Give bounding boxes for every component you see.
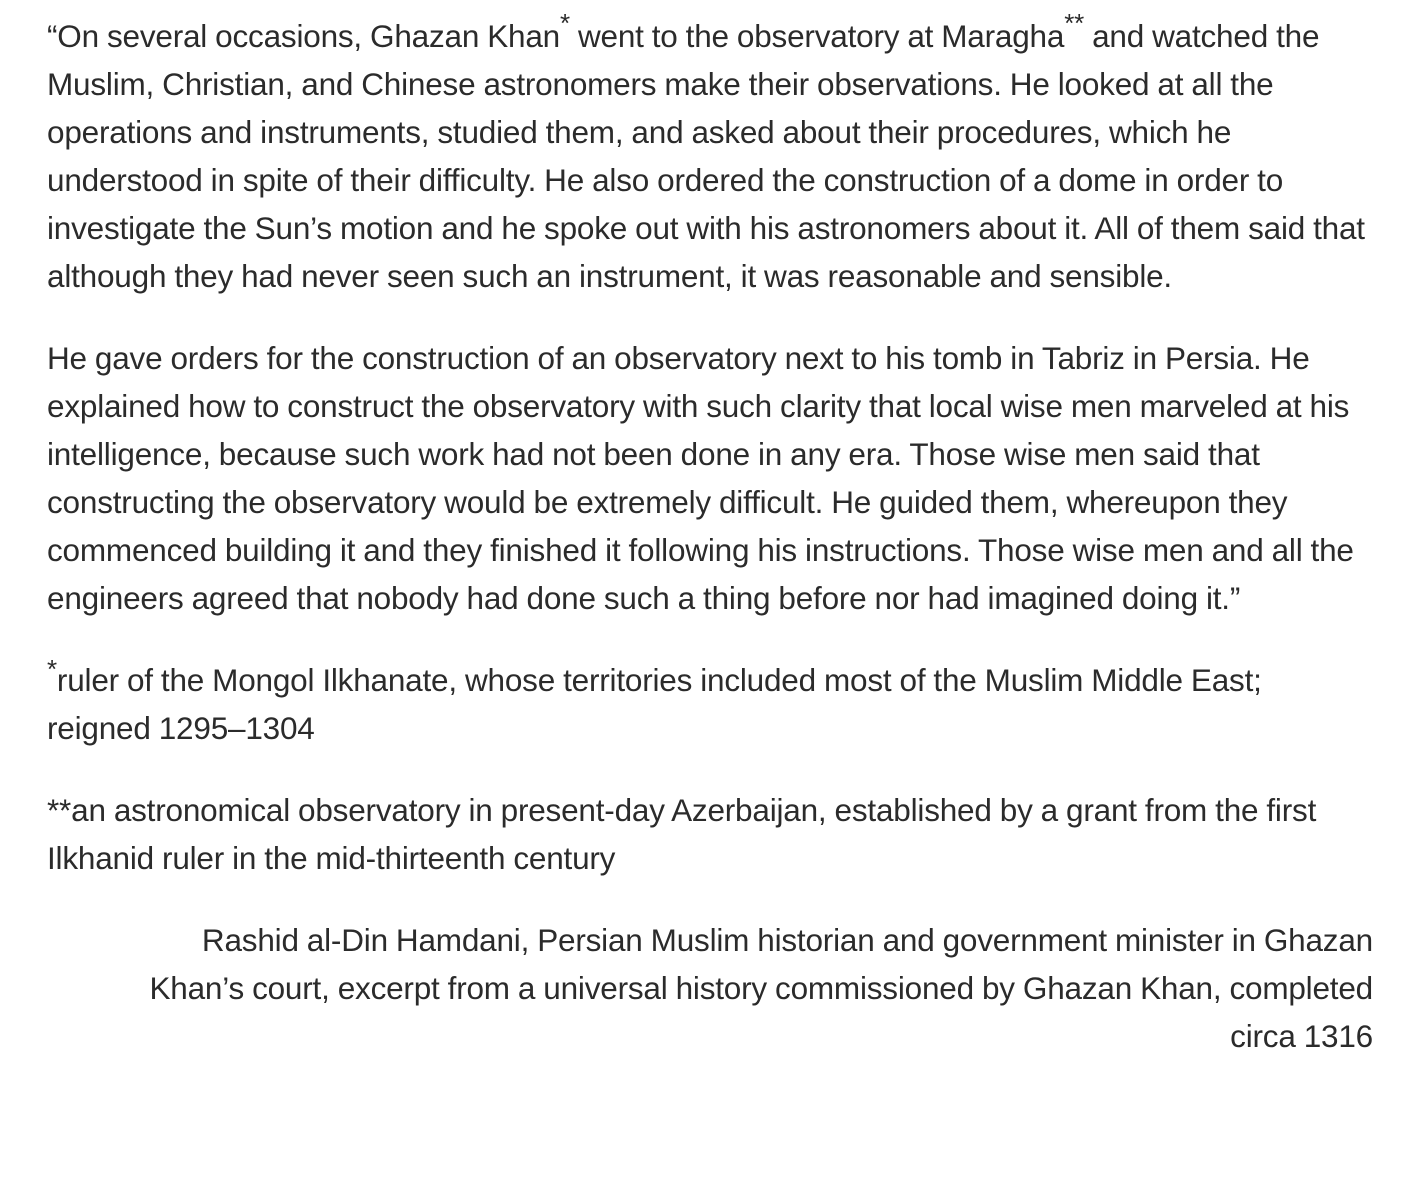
footnote-2-text: an astronomical observatory in present-day Azerbaijan, established by a grant from the first Ilkhanid ruler in the mid-thirteenth century	[47, 792, 1317, 876]
passage-p1-text-a: “On several occasions, Ghazan Khan	[47, 18, 560, 54]
footnote-1-marker: *	[47, 653, 57, 684]
passage-p1-text-c: and watched the Muslim, Christian, and Chinese astronomers make their observations. He looked at all the operations and instruments, studied them, and asked about their procedures, which he understood in spite of their difficulty. He also ordered the construction of a dome in order to investigate the Sun’s motion and he spoke out with his astronomers about it. All of them said that although they had never seen such an instrument, it was reasonable and sensible.	[47, 18, 1365, 294]
source-attribution: Rashid al-Din Hamdani, Persian Muslim historian and government minister in Ghazan Khan’s court, excerpt from a universal history commissioned by Ghazan Khan, completed circa 1316	[149, 922, 1373, 1054]
footnote-ref-2: **	[1064, 7, 1085, 38]
footnote-2-marker: **	[47, 792, 72, 828]
footnote-1-text: ruler of the Mongol Ilkhanate, whose territories included most of the Muslim Middle East; reigned 1295–1304	[47, 662, 1262, 746]
source-document	[47, 7, 1373, 1060]
footnote-2	[47, 786, 1373, 882]
passage-p1-text-b: went to the observatory at Maragha	[569, 18, 1065, 54]
passage-paragraph-2: He gave orders for the construction of an observatory next to his tomb in Tabriz in Persia. He explained how to construct the observatory with such clarity that local wise men marveled at his intelligence, because such work had not been done in any era. Those wise men said that constructing the observatory would be extremely difficult. He guided them, whereupon they commenced building it and they finished it following his instructions. Those wise men and all the engineers agreed that nobody had done such a thing before nor had imagined doing it.”	[47, 340, 1354, 616]
footnote-1	[47, 653, 1373, 752]
footnote-ref-1: *	[559, 7, 570, 38]
passage-paragraph-1	[47, 7, 1373, 300]
